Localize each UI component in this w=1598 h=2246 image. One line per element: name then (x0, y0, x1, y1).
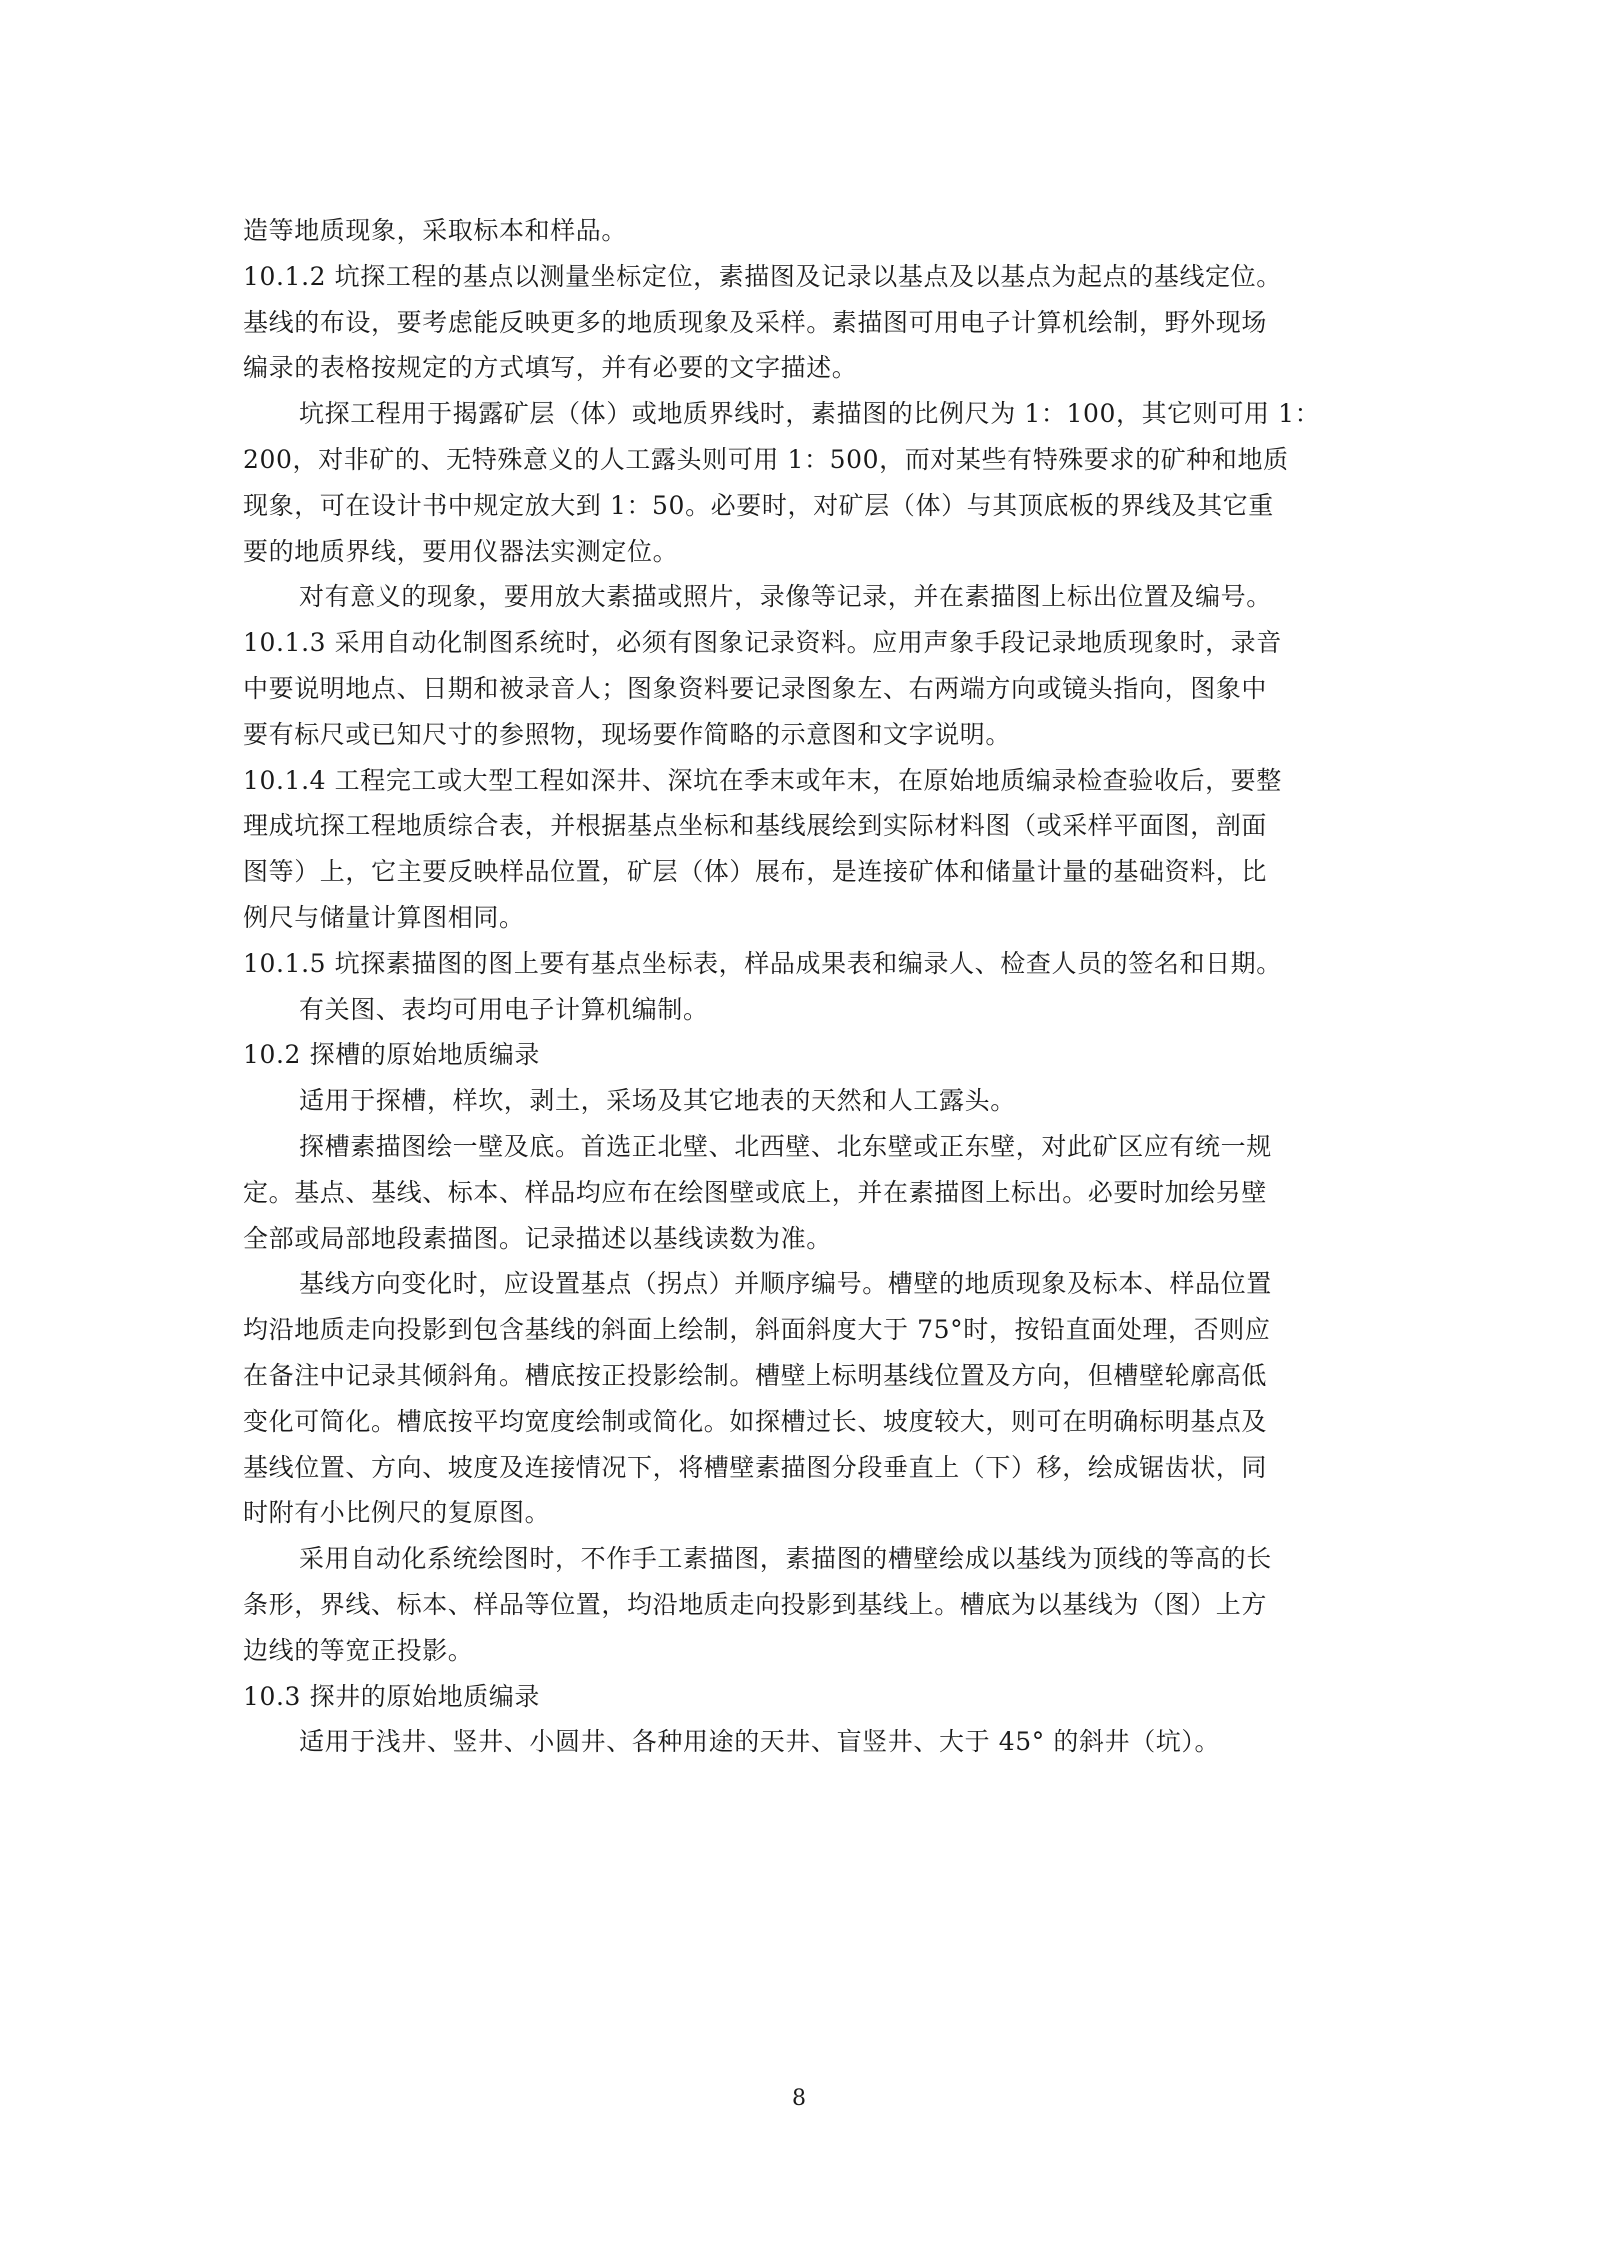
text-line: 造等地质现象，采取标本和样品。 (243, 216, 628, 245)
text-line: 编录的表格按规定的方式填写，并有必要的文字描述。 (243, 353, 858, 383)
text-line: 现象，可在设计书中规定放大到 1：50。必要时，对矿层（体）与其顶底板的界线及其它重 (243, 490, 1274, 520)
text-line: 基线的布设，要考虑能反映更多的地质现象及采样。素描图可用电子计算机绘制，野外现场 (243, 307, 1268, 337)
text-line: 全部或局部地段素描图。记录描述以基线读数为准。 (243, 1223, 832, 1253)
text-line: 10.1.2 坑探工程的基点以测量坐标定位，素描图及记录以基点及以基点为起点的基线定位。 (243, 261, 1282, 291)
text-line: 采用自动化系统绘图时，不作手工素描图，素描图的槽壁绘成以基线为顶线的等高的长 (299, 1544, 1272, 1574)
text-line: 图等）上，它主要反映样品位置，矿层（体）展布，是连接矿体和储量计量的基础资料，比 (243, 857, 1268, 887)
text-line: 适用于浅井、竖井、小圆井、各种用途的天井、盲竖井、大于 45° 的斜井（坑）。 (299, 1727, 1221, 1757)
text-line: 探槽素描图绘一壁及底。首选正北壁、北西壁、北东壁或正东壁，对此矿区应有统一规 (299, 1131, 1272, 1161)
text-line: 对有意义的现象，要用放大素描或照片，录像等记录，并在素描图上标出位置及编号。 (299, 582, 1272, 612)
text-line: 适用于探槽，样坎，剥土，采场及其它地表的天然和人工露头。 (299, 1086, 1016, 1116)
text-line: 例尺与储量计算图相同。 (243, 902, 525, 932)
text-line: 200，对非矿的、无特殊意义的人工露头则可用 1：500，而对某些有特殊要求的矿种和地质 (243, 444, 1289, 474)
text-line: 时附有小比例尺的复原图。 (243, 1498, 551, 1528)
text-line: 条形，界线、标本、样品等位置，均沿地质走向投影到基线上。槽底为以基线为（图）上方 (243, 1589, 1268, 1619)
text-line: 要的地质界线，要用仪器法实测定位。 (243, 536, 679, 566)
text-line: 基线位置、方向、坡度及连接情况下，将槽壁素描图分段垂直上（下）移，绘成锯齿状，同 (243, 1452, 1268, 1482)
text-line: 中要说明地点、日期和被录音人；图象资料要记录图象左、右两端方向或镜头指向，图象中 (243, 673, 1268, 703)
page-number: 8 (792, 2086, 806, 2111)
text-line: 10.3 探井的原始地质编录 (243, 1681, 541, 1711)
text-line: 边线的等宽正投影。 (243, 1635, 474, 1665)
text-line: 基线方向变化时，应设置基点（拐点）并顺序编号。槽壁的地质现象及标本、样品位置 (299, 1269, 1272, 1299)
body-text (243, 208, 1358, 1765)
text-line: 10.1.3 采用自动化制图系统时，必须有图象记录资料。应用声象手段记录地质现象时，录音 (243, 628, 1282, 658)
text-line: 在备注中记录其倾斜角。槽底按正投影绘制。槽壁上标明基线位置及方向，但槽壁轮廓高低 (243, 1360, 1268, 1390)
text-line: 理成坑探工程地质综合表，并根据基点坐标和基线展绘到实际材料图（或采样平面图，剖面 (243, 811, 1268, 841)
text-line: 10.1.4 工程完工或大型工程如深井、深坑在季末或年末，在原始地质编录检查验收后，要整 (243, 765, 1282, 795)
text-line: 10.2 探槽的原始地质编录 (243, 1040, 541, 1070)
text-line: 10.1.5 坑探素描图的图上要有基点坐标表，样品成果表和编录人、检查人员的签名和日期。 (243, 948, 1282, 978)
text-line: 变化可简化。槽底按平均宽度绘制或简化。如探槽过长、坡度较大，则可在明确标明基点及 (243, 1406, 1268, 1436)
text-line: 坑探工程用于揭露矿层（体）或地质界线时，素描图的比例尺为 1：100，其它则可用 1： (299, 399, 1321, 429)
text-line: 要有标尺或已知尺寸的参照物，现场要作简略的示意图和文字说明。 (243, 719, 1012, 749)
text-line: 有关图、表均可用电子计算机编制。 (299, 994, 709, 1024)
text-line: 定。基点、基线、标本、样品均应布在绘图壁或底上，并在素描图上标出。必要时加绘另壁 (243, 1177, 1268, 1207)
text-line: 均沿地质走向投影到包含基线的斜面上绘制，斜面斜度大于 75°时，按铅直面处理，否则应 (243, 1315, 1271, 1345)
